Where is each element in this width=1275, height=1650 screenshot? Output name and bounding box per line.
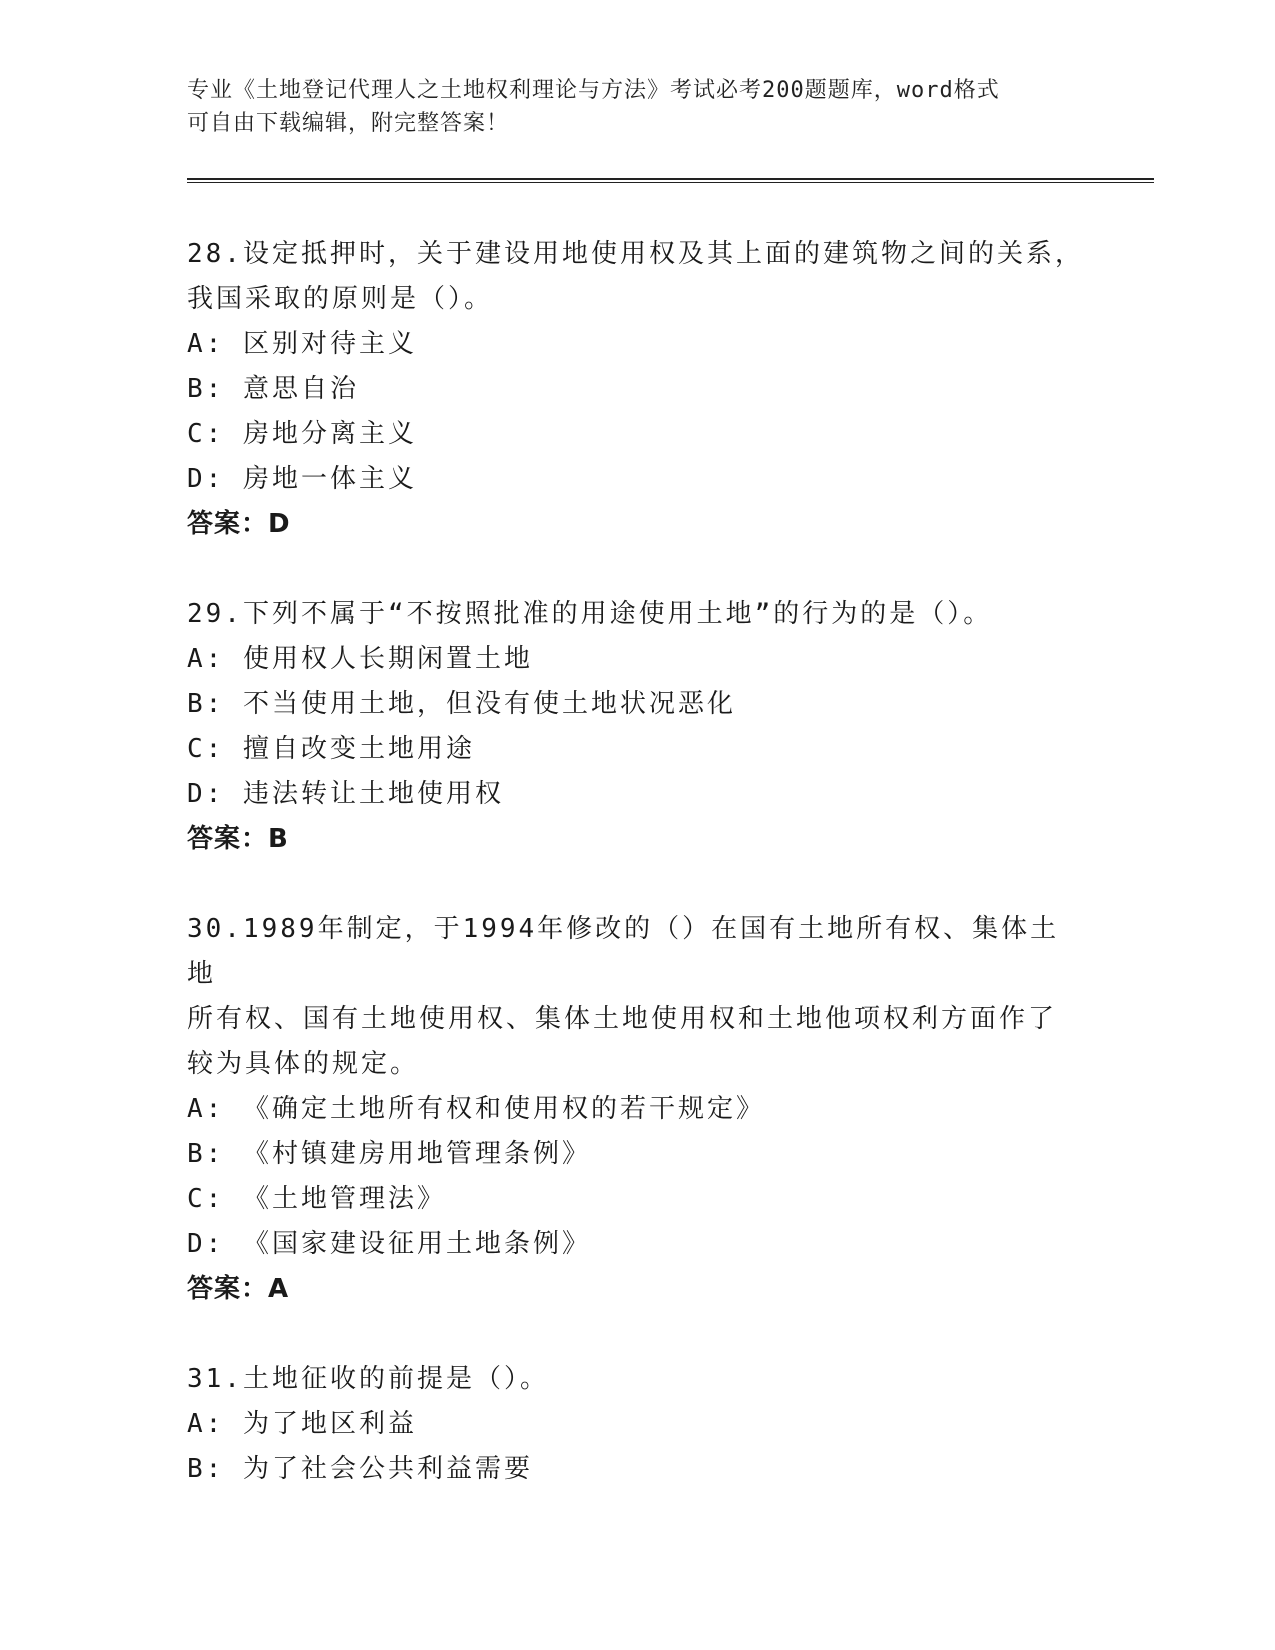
question-stem: 28.设定抵押时，关于建设用地使用权及其上面的建筑物之间的关系， [187, 239, 1084, 269]
option-b: B: 为了社会公共利益需要 [187, 1454, 533, 1484]
option-c: C: 《土地管理法》 [187, 1184, 446, 1214]
answer-label: 答案：A [187, 1274, 290, 1304]
question-30 [187, 907, 1087, 1312]
option-d: D: 《国家建设征用土地条例》 [187, 1229, 591, 1259]
header-line-1: 专业《土地登记代理人之土地权利理论与方法》考试必考200题题库，word格式 [187, 78, 1000, 103]
option-a: A: 《确定土地所有权和使用权的若干规定》 [187, 1094, 765, 1124]
question-list [187, 232, 1087, 1537]
option-a: A: 为了地区利益 [187, 1409, 417, 1439]
question-stem: 所有权、国有土地使用权、集体土地使用权和土地他项权利方面作了 [187, 1004, 1058, 1034]
question-28 [187, 232, 1087, 547]
header-line-2: 可自由下载编辑，附完整答案！ [187, 111, 510, 136]
option-b: B: 不当使用土地，但没有使土地状况恶化 [187, 689, 736, 719]
document-header [187, 74, 1067, 140]
option-c: C: 擅自改变土地用途 [187, 734, 475, 764]
option-b: B: 《村镇建房用地管理条例》 [187, 1139, 591, 1169]
option-d: D: 违法转让土地使用权 [187, 779, 504, 809]
header-divider [187, 178, 1154, 183]
question-29 [187, 592, 1087, 862]
option-d: D: 房地一体主义 [187, 464, 417, 494]
option-a: A: 使用权人长期闲置土地 [187, 644, 533, 674]
option-a: A: 区别对待主义 [187, 329, 417, 359]
answer-label: 答案：B [187, 824, 289, 854]
question-stem: 较为具体的规定。 [187, 1049, 420, 1079]
option-b: B: 意思自治 [187, 374, 359, 404]
question-stem: 我国采取的原则是（）。 [187, 284, 494, 314]
option-c: C: 房地分离主义 [187, 419, 417, 449]
question-stem: 29.下列不属于“不按照批准的用途使用土地”的行为的是（）。 [187, 599, 993, 629]
answer-label: 答案：D [187, 509, 291, 539]
question-stem: 30.1989年制定，于1994年修改的（）在国有土地所有权、集体土地 [187, 914, 1060, 989]
question-31 [187, 1357, 1087, 1492]
question-stem: 31.土地征收的前提是（）。 [187, 1364, 549, 1394]
